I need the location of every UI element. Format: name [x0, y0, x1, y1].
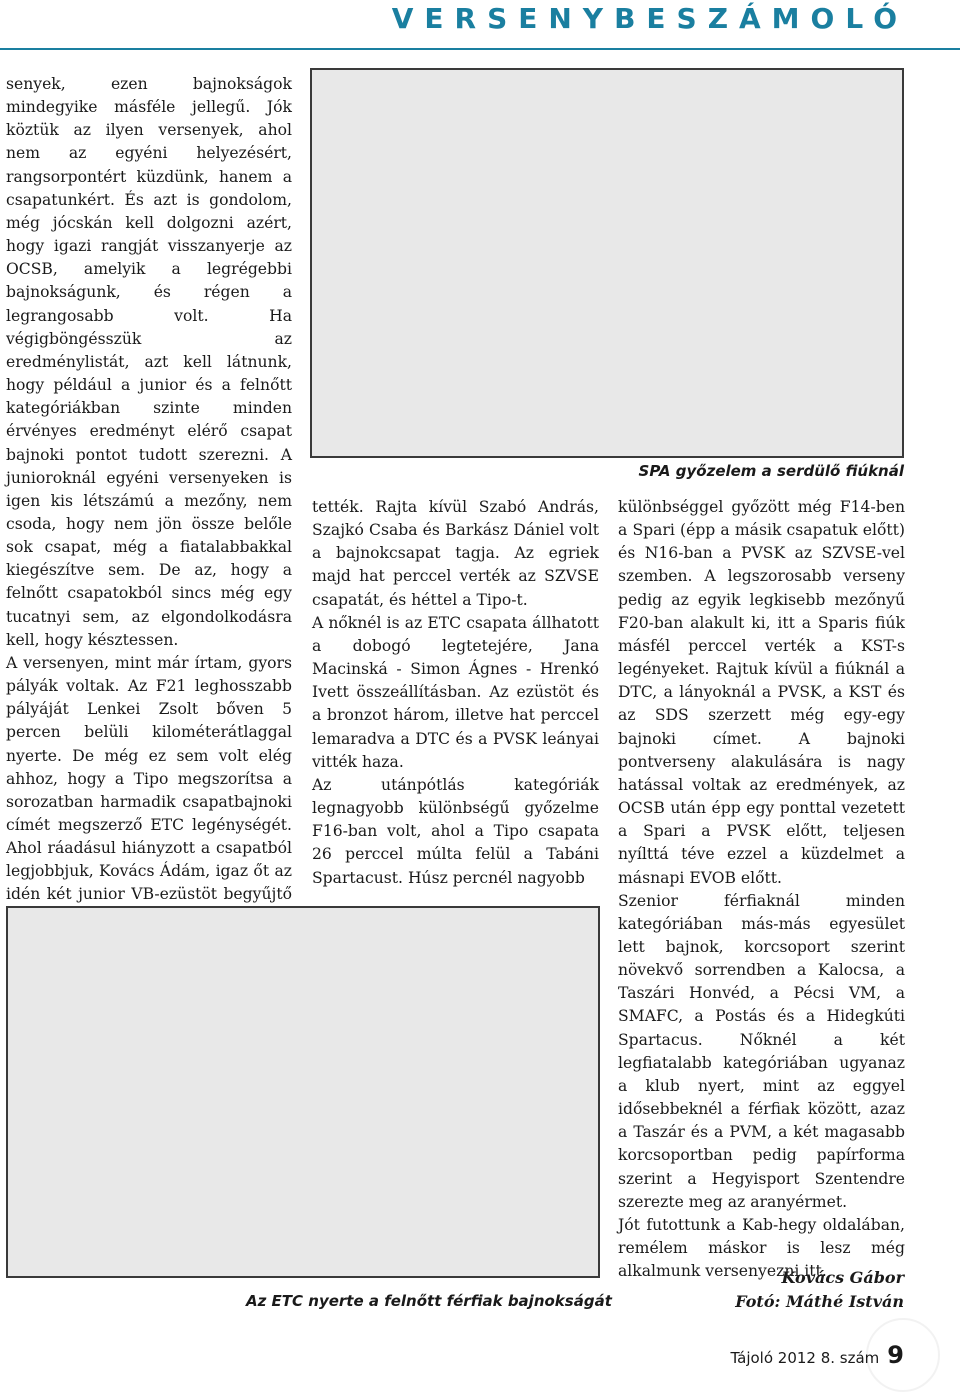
- publication-name: Tájoló 2012 8. szám: [730, 1349, 880, 1367]
- photo-spa-team: [310, 68, 904, 458]
- article-column-middle: [312, 496, 599, 890]
- paragraph: Jót futottunk a Kab-hegy oldalában, remélem máskor is lesz még alkalmunk versenyezni itt.: [618, 1215, 905, 1281]
- photo-etc-team: [6, 906, 600, 1278]
- paragraph: A versenyen, mint már írtam, gyors pályák voltak. Az F21 leghosszabb pályáját Lenkei Zsolt bőven 5 percen belüli kilométerátlaggal nyerte. De még ez sem volt elég ahhoz, hogy a Tipo megszorítsa a sorozatban harmadik csapatbajnoki címét megszerző ETC legénységét. Ahol ráadásul hiányzott a csapatból legjobbjuk, Kovács Ádám, igaz őt az idén két junior VB-ezüstöt begyűjtő: [6, 653, 292, 904]
- paragraph: tették. Rajta kívül Szabó András, Szajkó Csaba és Barkász Dániel volt a bajnokcsapat tagja. Az egriek majd hat perccel verték az SZVSE csapatát, és héttel a Tipo-t.: [312, 498, 599, 609]
- paragraph: különbséggel győzött még F14-ben a Spari (épp a másik csapatuk előtt) és N16-ban a PVSK az SZVSE-vel szemben. A legszorosabb verseny pedig az egyik legkisebb mezőnyű F20-ban alakult ki, itt a Sparis fiúk másfél perccel verték a KST-s legényeket. Rajtuk kívül a fiúknál a DTC, a lányoknál a PVSK, a KST és az SDS szerzett még egy-egy bajnoki címet. A bajnoki pontverseny alakulására is nagy hatással voltak az eredmények, az OCSB után épp egy ponttal vezetett a Spari a PVSK előtt, teljesen nyílttá téve ezzel a küzdelmet a másnapi EVOB előtt.: [618, 498, 905, 887]
- page-footer: [730, 1341, 904, 1369]
- paragraph: Az utánpótlás kategóriák legnagyobb különbségű győzelme F16-ban volt, ahol a Tipo csapata 26 perccel múlta felül a Tabáni Spartacust. Húsz percnél nagyobb: [312, 775, 599, 887]
- article-column-right: [618, 496, 905, 1283]
- paragraph: senyek, ezen bajnokságok mindegyike másféle jellegű. Jók köztük az ilyen versenyek, ahol nem az egyéni helyezésért, rangsorpontért küzdünk, hanem a csapatunkért. És azt is gondolom, még jócskán kell dolgozni azért, hogy igazi rangját visszanyerje az OCSB, amelyik a legrégebbi bajnokságunk, és régen a legrangosabb volt. Ha végigböngésszük az eredménylistát, azt kell látnunk, hogy például a junior és a felnőtt kategóriákban szinte minden érvényes eredményt elérő csapat bajnoki pontot tudott szerezni. A junioroknál egyéni versenyeken is igen kis létszámú a mezőny, nem csoda, hogy nem jön össze belőle sok csapat, még a fiatalabbakkal kiegészítve sem. De az, hogy a felnőtt csapatokból sincs még egy tucatnyi sem, az elgondolkodásra kell, hogy késztessen.: [6, 75, 292, 649]
- paragraph: A nőknél is az ETC csapata állhatott a dobogó legtetejére, Jana Macinská - Simon Ágnes - Hrenkó Ivett összeállításban. Az ezüstöt és a bronzot három, illetve hat perccel lemaradva a DTC és a PVSK leányai vitték haza.: [312, 613, 599, 771]
- photo-credit: Fotó: Máthé István: [735, 1292, 904, 1311]
- section-title: VERSENYBESZÁMOLÓ: [391, 2, 908, 35]
- header-rule: [0, 48, 960, 50]
- paragraph: Szenior férfiaknál minden kategóriában más-más egyesület lett bajnok, korcsoport szerint növekvő sorrendben a Kalocsa, a Taszári Honvéd, a Pécsi VM, a SMAFC, a Postás és a Hidegkúti Spartacus. Nőknél a két legfiatalabb kategóriában ugyanaz a klub nyert, mint az eggyel idősebbeknél a férfiak között, azaz a Taszár és a PVM, a két magasabb korcsoportban pedig papírforma szerint a Hegyisport Szentendre szerezte meg az aranyérmet.: [618, 891, 905, 1211]
- photo-caption-bottom: Az ETC nyerte a felnőtt férfiak bajnokságát: [246, 1292, 612, 1310]
- article-column-left: [6, 73, 292, 930]
- author-name: Kovács Gábor: [781, 1268, 904, 1287]
- photo-caption-top: SPA győzelem a serdülő fiúknál: [638, 462, 904, 480]
- page-number: 9: [887, 1341, 904, 1369]
